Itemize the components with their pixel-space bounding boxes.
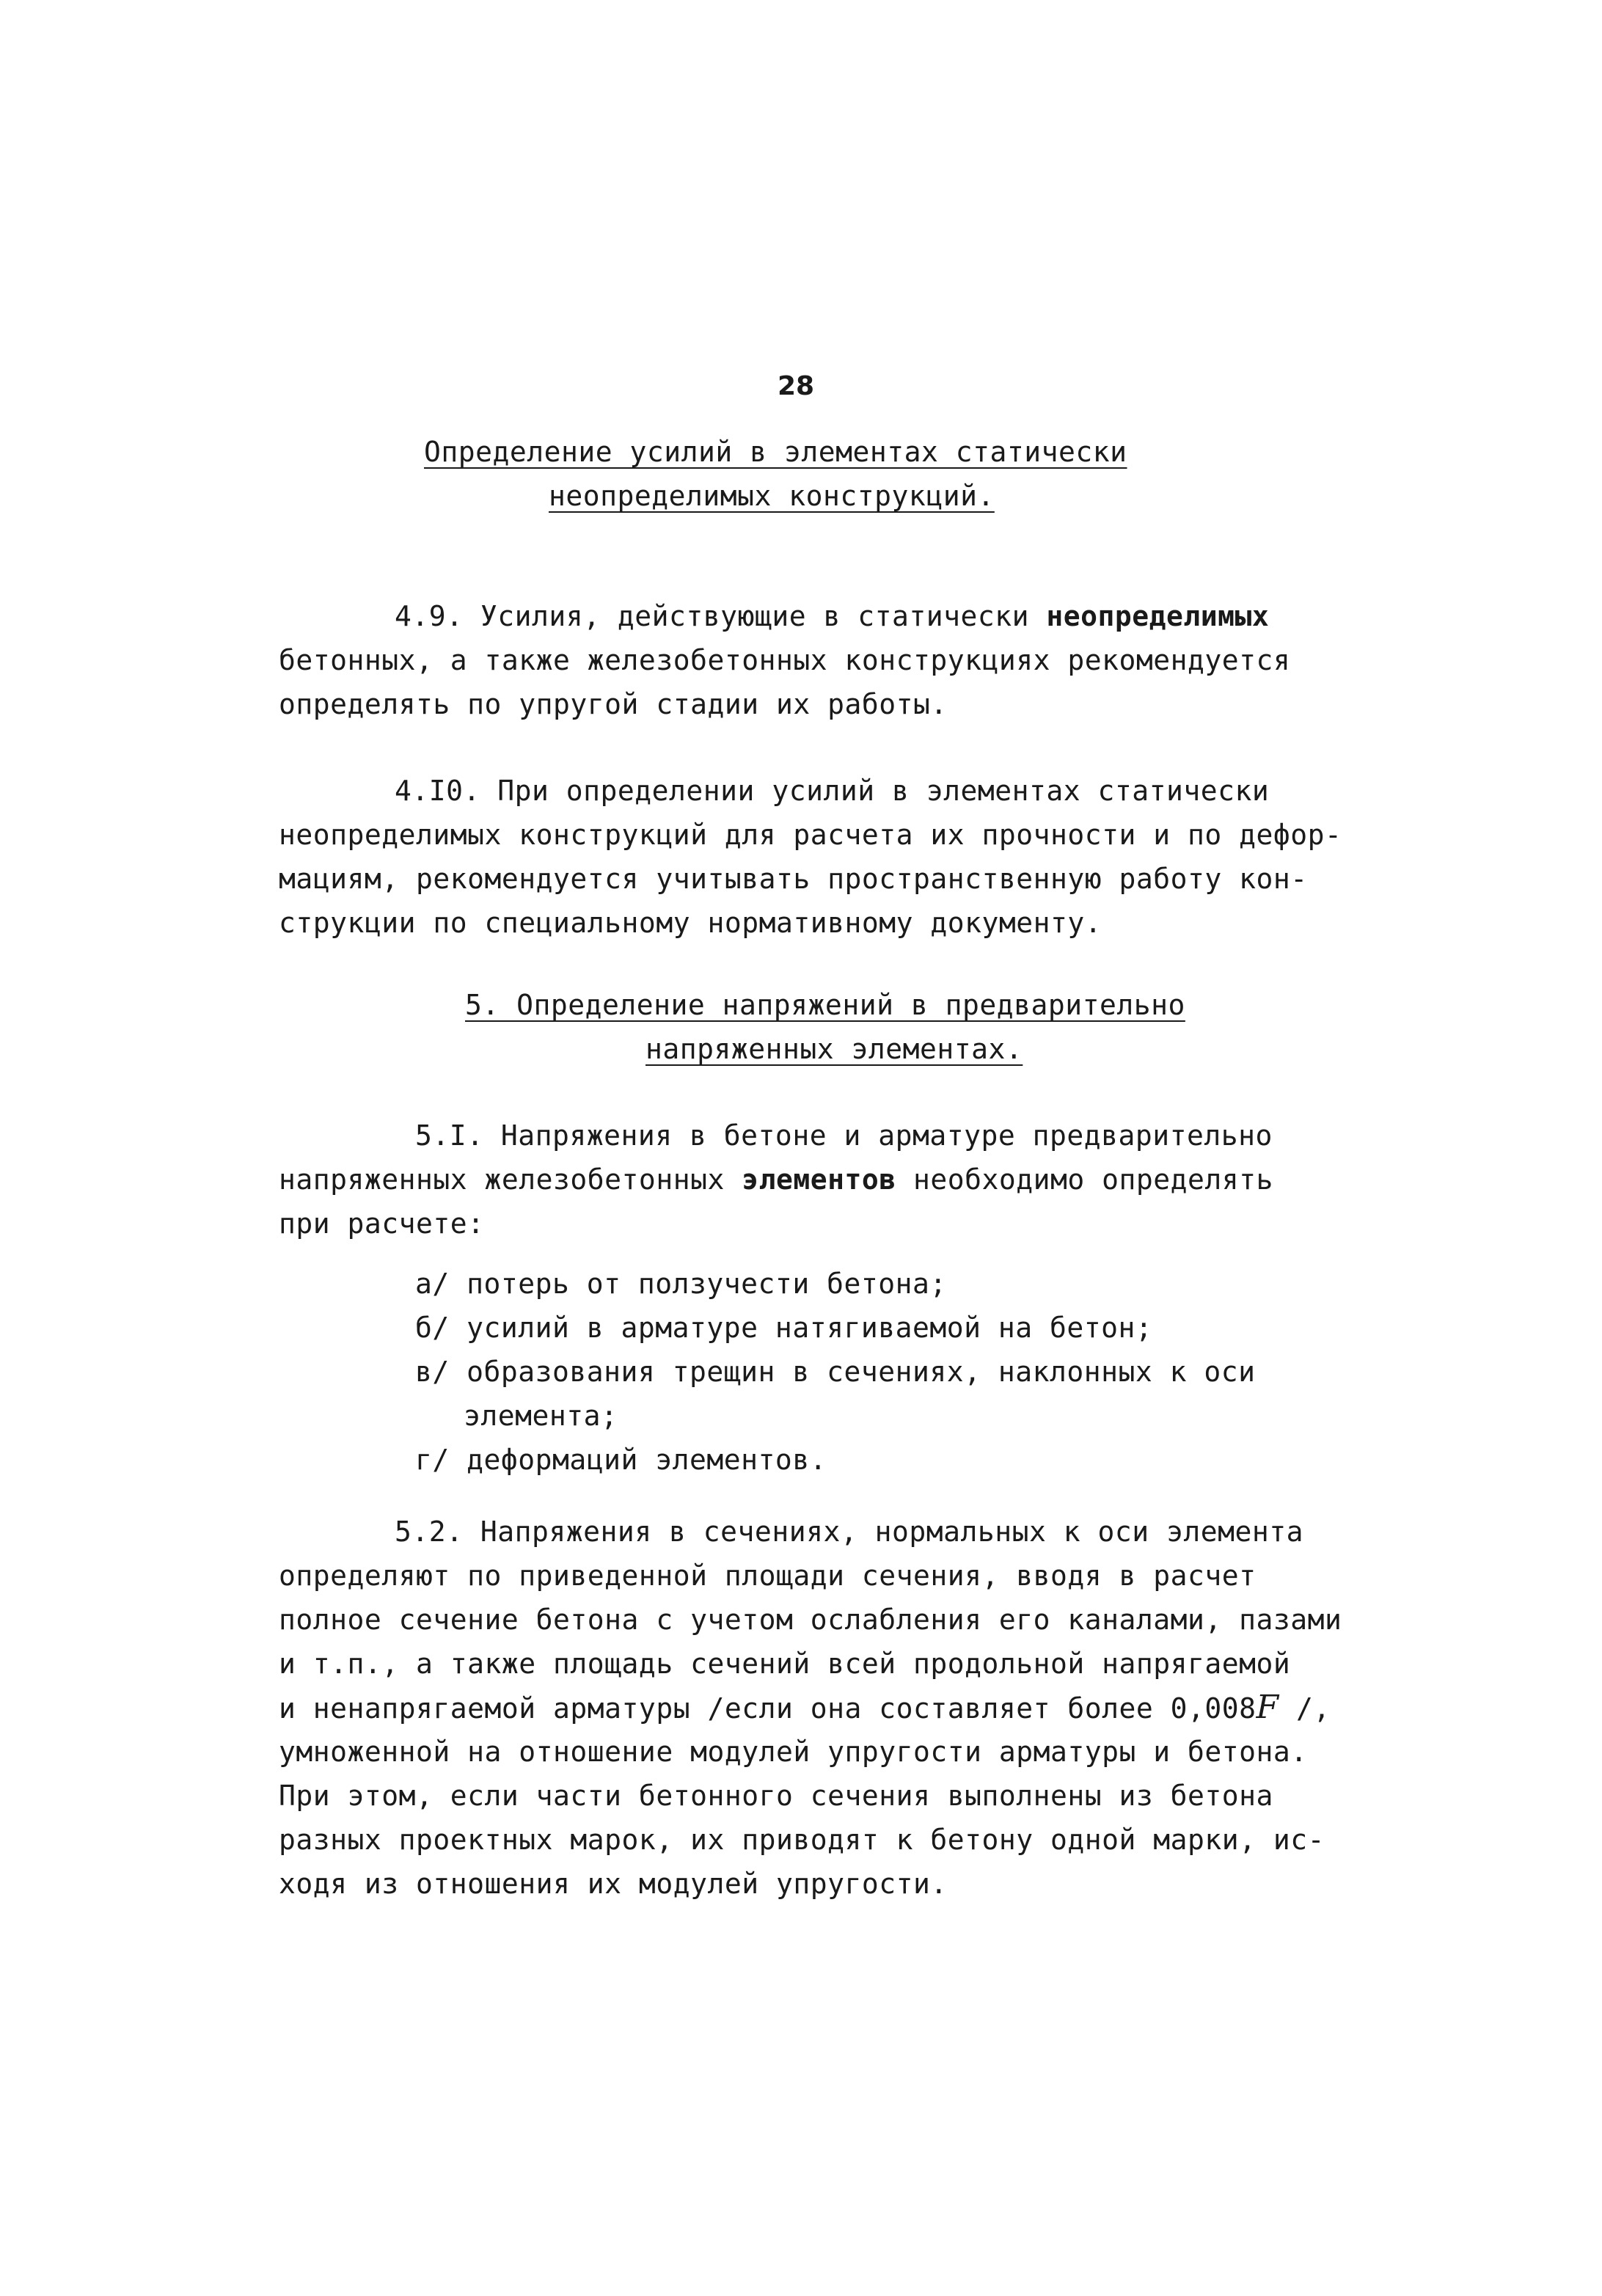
paragraph-line: умноженной на отношение модулей упругости арматуры и бетона. <box>279 1736 1308 1768</box>
paragraph-line: напряженных железобетонных элементов необходимо определять <box>279 1163 1273 1196</box>
section-heading: неопределимых конструкций. <box>549 480 995 512</box>
list-item: элемента; <box>464 1400 618 1432</box>
clause-number: 4.9. <box>395 600 464 632</box>
list-item: а/ потерь от ползучести бетона; <box>415 1268 947 1300</box>
paragraph-line: бетонных, а также железобетонных конструкциях рекомендуется <box>279 644 1291 676</box>
paragraph-line: струкции по специальному нормативному документу. <box>279 907 1102 939</box>
paragraph-line: неопределимых конструкций для расчета их прочности и по дефор- <box>279 819 1342 851</box>
page-number: 28 <box>778 371 815 401</box>
section-heading: 5. Определение напряжений в предварительно <box>465 989 1185 1021</box>
paragraph-line: При этом, если части бетонного сечения выполнены из бетона <box>279 1780 1273 1812</box>
section-heading: Определение усилий в элементах статически <box>424 436 1127 468</box>
paragraph-line: определять по упругой стадии их работы. <box>279 688 948 720</box>
paragraph-line: 4.I0. При определении усилий в элементах статически <box>395 775 1270 807</box>
paragraph-line: определяют по приведенной площади сечения, вводя в расчет <box>279 1560 1257 1592</box>
paragraph-line: 5.2. Напряжения в сечениях, нормальных к оси элемента <box>395 1516 1304 1548</box>
paragraph-line: и ненапрягаемой арматуры /если она составляет более 0,008F /, <box>279 1689 1331 1726</box>
area-symbol: F <box>1256 1689 1279 1726</box>
list-item: в/ образования трещин в сечениях, наклонных к оси <box>415 1356 1256 1388</box>
list-item: г/ деформаций элементов. <box>415 1444 827 1476</box>
paragraph-line: 5.I. Напряжения в бетоне и арматуре предварительно <box>415 1119 1273 1152</box>
paragraph-line: 4.9. Усилия, действующие в статически неопределимых <box>395 600 1270 632</box>
paragraph-line: ходя из отношения их модулей упругости. <box>279 1868 948 1900</box>
bold-term: элементов <box>742 1163 896 1196</box>
paragraph-line: мациям, рекомендуется учитывать пространственную работу кон- <box>279 863 1308 895</box>
paragraph-line: разных проектных марок, их приводят к бетону одной марки, ис- <box>279 1824 1325 1856</box>
section-heading: напряженных элементах. <box>645 1033 1023 1065</box>
list-item: б/ усилий в арматуре натягиваемой на бетон; <box>415 1312 1153 1344</box>
bold-term: неопределимых <box>1046 600 1270 632</box>
paragraph-line: и т.п., а также площадь сечений всей продольной напрягаемой <box>279 1648 1291 1680</box>
paragraph-line: полное сечение бетона с учетом ослабления его каналами, пазами <box>279 1604 1342 1636</box>
paragraph-line: при расчете: <box>279 1207 485 1240</box>
